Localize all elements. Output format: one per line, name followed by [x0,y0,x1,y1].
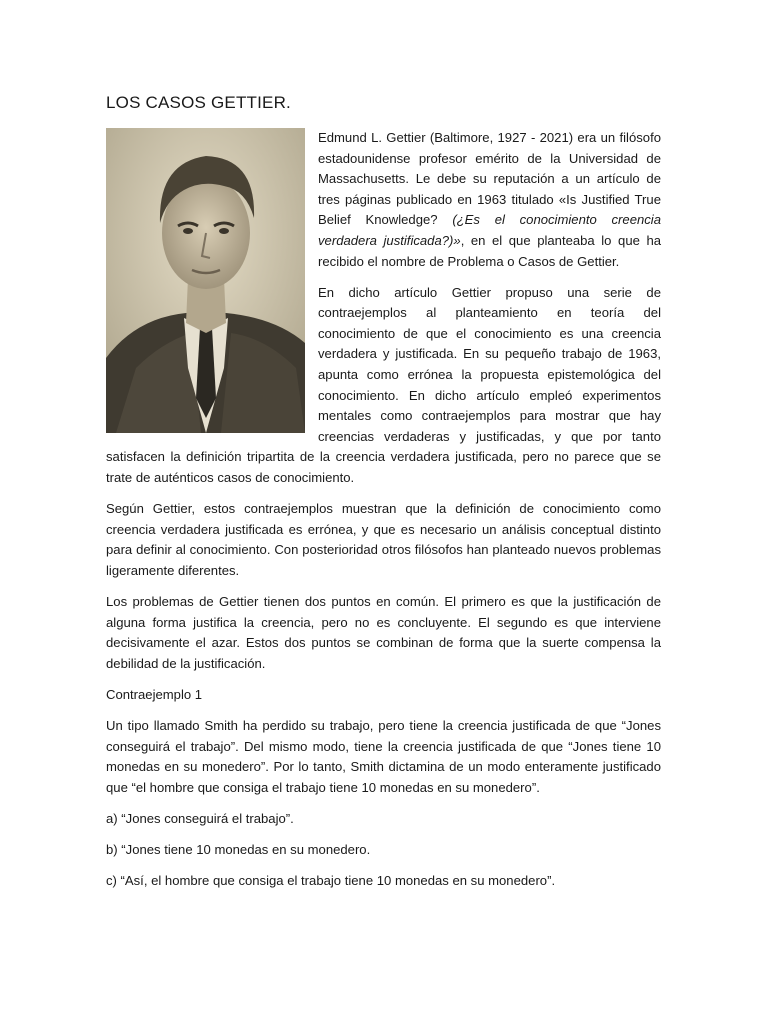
paragraph-3: Según Gettier, estos contraejemplos muestran que la definición de conocimiento como creencia verdadera justificada es errónea, y que es necesario un análisis conceptual distinto para definir al conocimiento. Con posterioridad otros filósofos han planteado nuevos problemas ligeramente diferentes. [106,501,661,578]
list-item-c: c) “Así, el hombre que consiga el trabajo tiene 10 monedas en su monedero”. [106,873,556,888]
section-heading: Contraejemplo 1 [106,686,203,702]
list-item-b: b) “Jones tiene 10 monedas en su monedero. [106,841,371,857]
intro-italic-title: (¿Es el conocimiento creencia verdadera justificada?)» [318,212,661,248]
paragraph-5: Un tipo llamado Smith ha perdido su trabajo, pero tiene la creencia justificada de que “Jones conseguirá el trabajo”. Del mismo modo, tiene la creencia justificada de que “Jones tiene 10 monedas en su monedero”. Por lo tanto, Smith dictamina de un modo enteramente justificado que “el hombre que consiga el trabajo tiene 10 monedas en su monedero”. [106,717,661,795]
article-body [106,128,661,902]
page-title: LOS CASOS GETTIER. [106,93,291,112]
paragraph-2: En dicho artículo Gettier propuso una serie de contraejemplos al planteamiento en teoría del conocimiento de que el conocimiento es una creencia verdadera y justificada. En su pequeño trabajo de 1963, apunta como errónea la propuesta epistemológica del conocimiento. En dicho artículo empleó experimentos mentales como contraejemplos para mostrar que hay creencias verdaderas y justificadas, y que por tanto satisfacen la definición tripartita de la creencia verdadera justificada, pero no parece que se trate de auténticos casos de conocimiento. [106,284,661,485]
list-item-a: a) “Jones conseguirá el trabajo”. [106,810,294,826]
intro-text-end: , en el que planteaba lo que ha recibido el nombre de Problema o Casos de Gettier. [318,232,662,269]
paragraph-4: Los problemas de Gettier tienen dos puntos en común. El primero es que la justificación de alguna forma justifica la creencia, pero no es concluyente. El segundo es que interviene decisivamente el azar. Estos dos puntos se combinan de forma que la suerte compensa la debilidad de la justificación. [106,593,661,671]
intro-text: Edmund L. Gettier (Baltimore, 1927 - 2021) era un filósofo estadounidense profesor emérito de la Universidad de Massachusetts. Le debe su reputación a un artículo de tres páginas publicado en 1963 titulado «Is Justified True Belief Knowledge? [318,130,661,228]
photo-spacer [106,128,318,440]
